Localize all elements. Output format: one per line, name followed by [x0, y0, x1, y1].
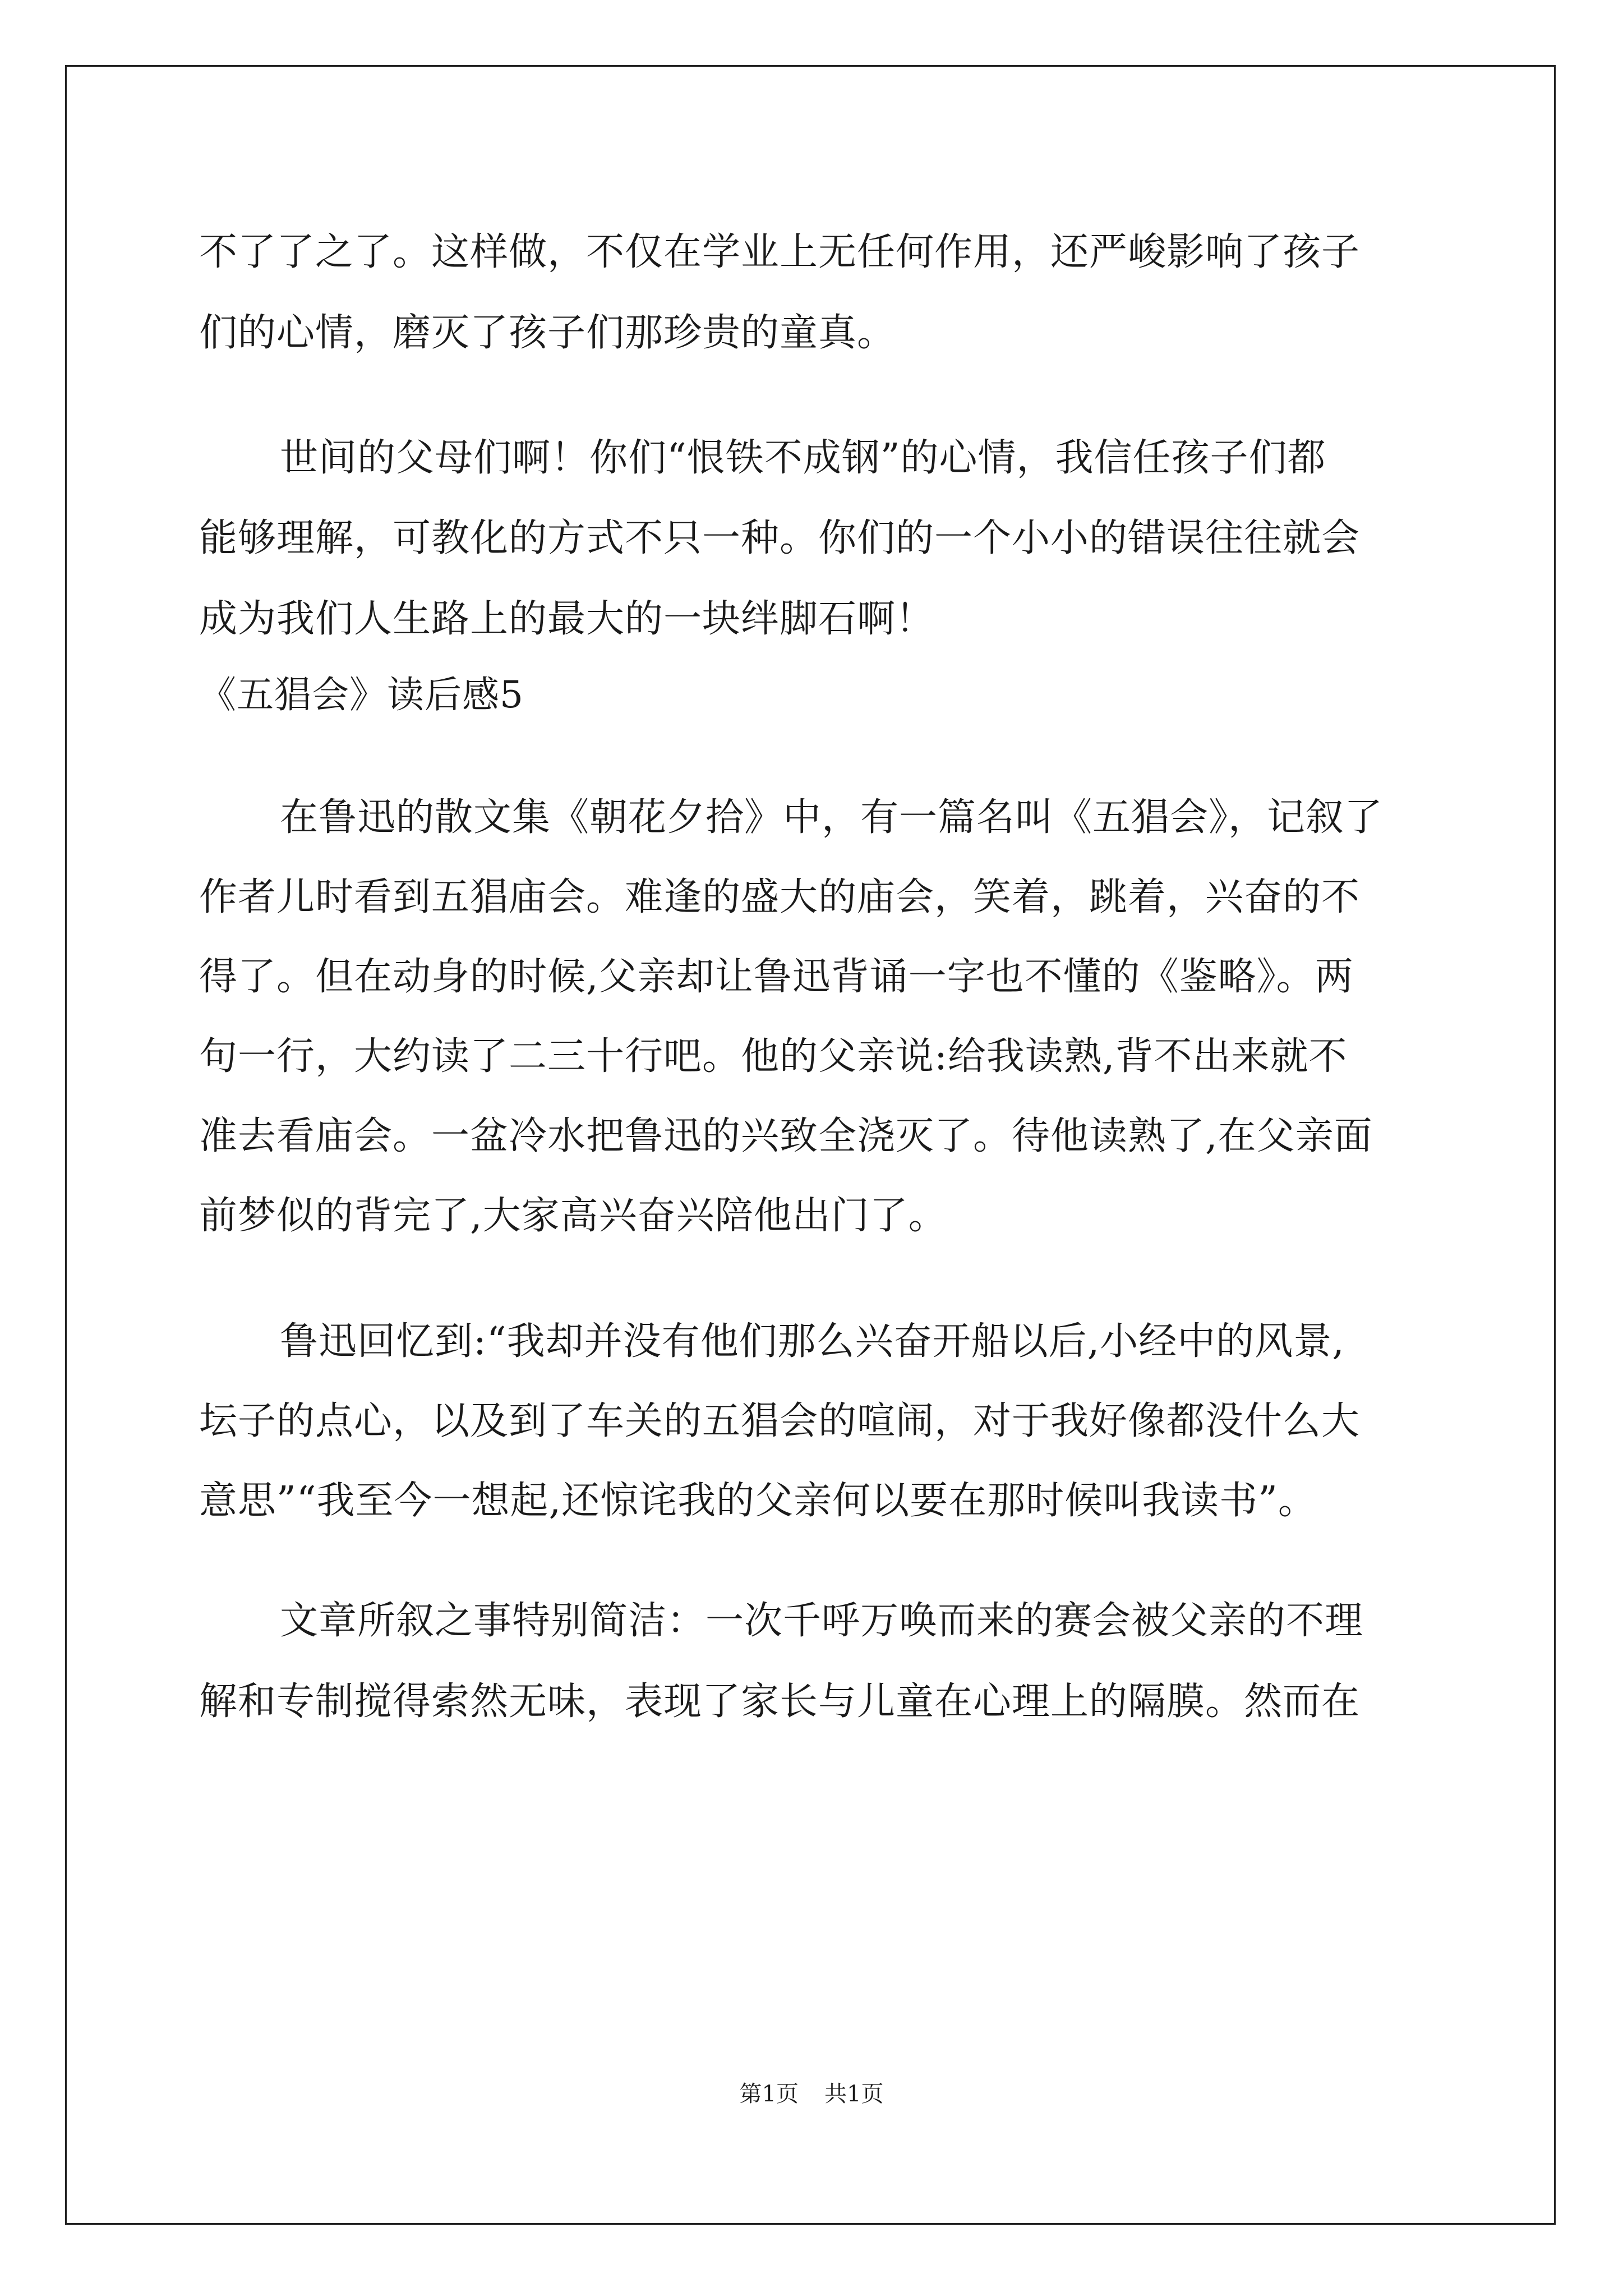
- text-line: 意思”“我至今一想起,还惊诧我的父亲何以要在那时候叫我读书”。: [199, 1479, 1317, 1523]
- text-line: 坛子的点心，以及到了车关的五猖会的喧闹，对于我好像都没什么大: [199, 1399, 1361, 1443]
- text-line: 解和专制搅得索然无味，表现了家长与儿童在心理上的隔膜。然而在: [199, 1680, 1361, 1724]
- text-line: 得了。但在动身的时候,父亲却让鲁迅背诵一字也不懂的《鉴略》。两: [199, 955, 1354, 999]
- text-line: 准去看庙会。一盆冷水把鲁迅的兴致全浇灭了。待他读熟了,在父亲面: [199, 1114, 1373, 1158]
- text-line: 作者儿时看到五猖庙会。难逢的盛大的庙会，笑着，跳着，兴奋的不: [199, 875, 1361, 919]
- text-line: 们的心情，磨灭了孩子们那珍贵的童真。: [199, 311, 896, 355]
- page-total: 共1页: [824, 2081, 884, 2107]
- text-line: 能够理解，可教化的方式不只一种。你们的一个小小的错误往往就会: [199, 516, 1361, 560]
- text-line: 成为我们人生路上的最大的一块绊脚石啊！: [199, 597, 935, 641]
- page-footer: [0, 2077, 1623, 2111]
- text-line: 不了了之了。这样做，不仅在学业上无任何作用，还严峻影响了孩子: [199, 230, 1361, 274]
- text-line: 前梦似的背完了,大家高兴奋兴陪他出门了。: [199, 1194, 947, 1238]
- text-line: 文章所叙之事特别简洁：一次千呼万唤而来的赛会被父亲的不理: [280, 1599, 1364, 1643]
- text-line: 句一行，大约读了二三十行吧。他的父亲说:给我读熟,背不出来就不: [199, 1034, 1348, 1079]
- text-line: 在鲁迅的散文集《朝花夕拾》中，有一篇名叫《五猖会》，记叙了: [280, 795, 1384, 840]
- text-line: 鲁迅回忆到:“我却并没有他们那么兴奋开船以后,小经中的风景,: [280, 1319, 1345, 1364]
- text-line: 世间的父母们啊！你们“恨铁不成钢”的心情，我信任孩子们都: [280, 436, 1326, 480]
- section-heading: 《五猖会》读后感5: [199, 673, 524, 716]
- page-number: 第1页: [739, 2081, 799, 2107]
